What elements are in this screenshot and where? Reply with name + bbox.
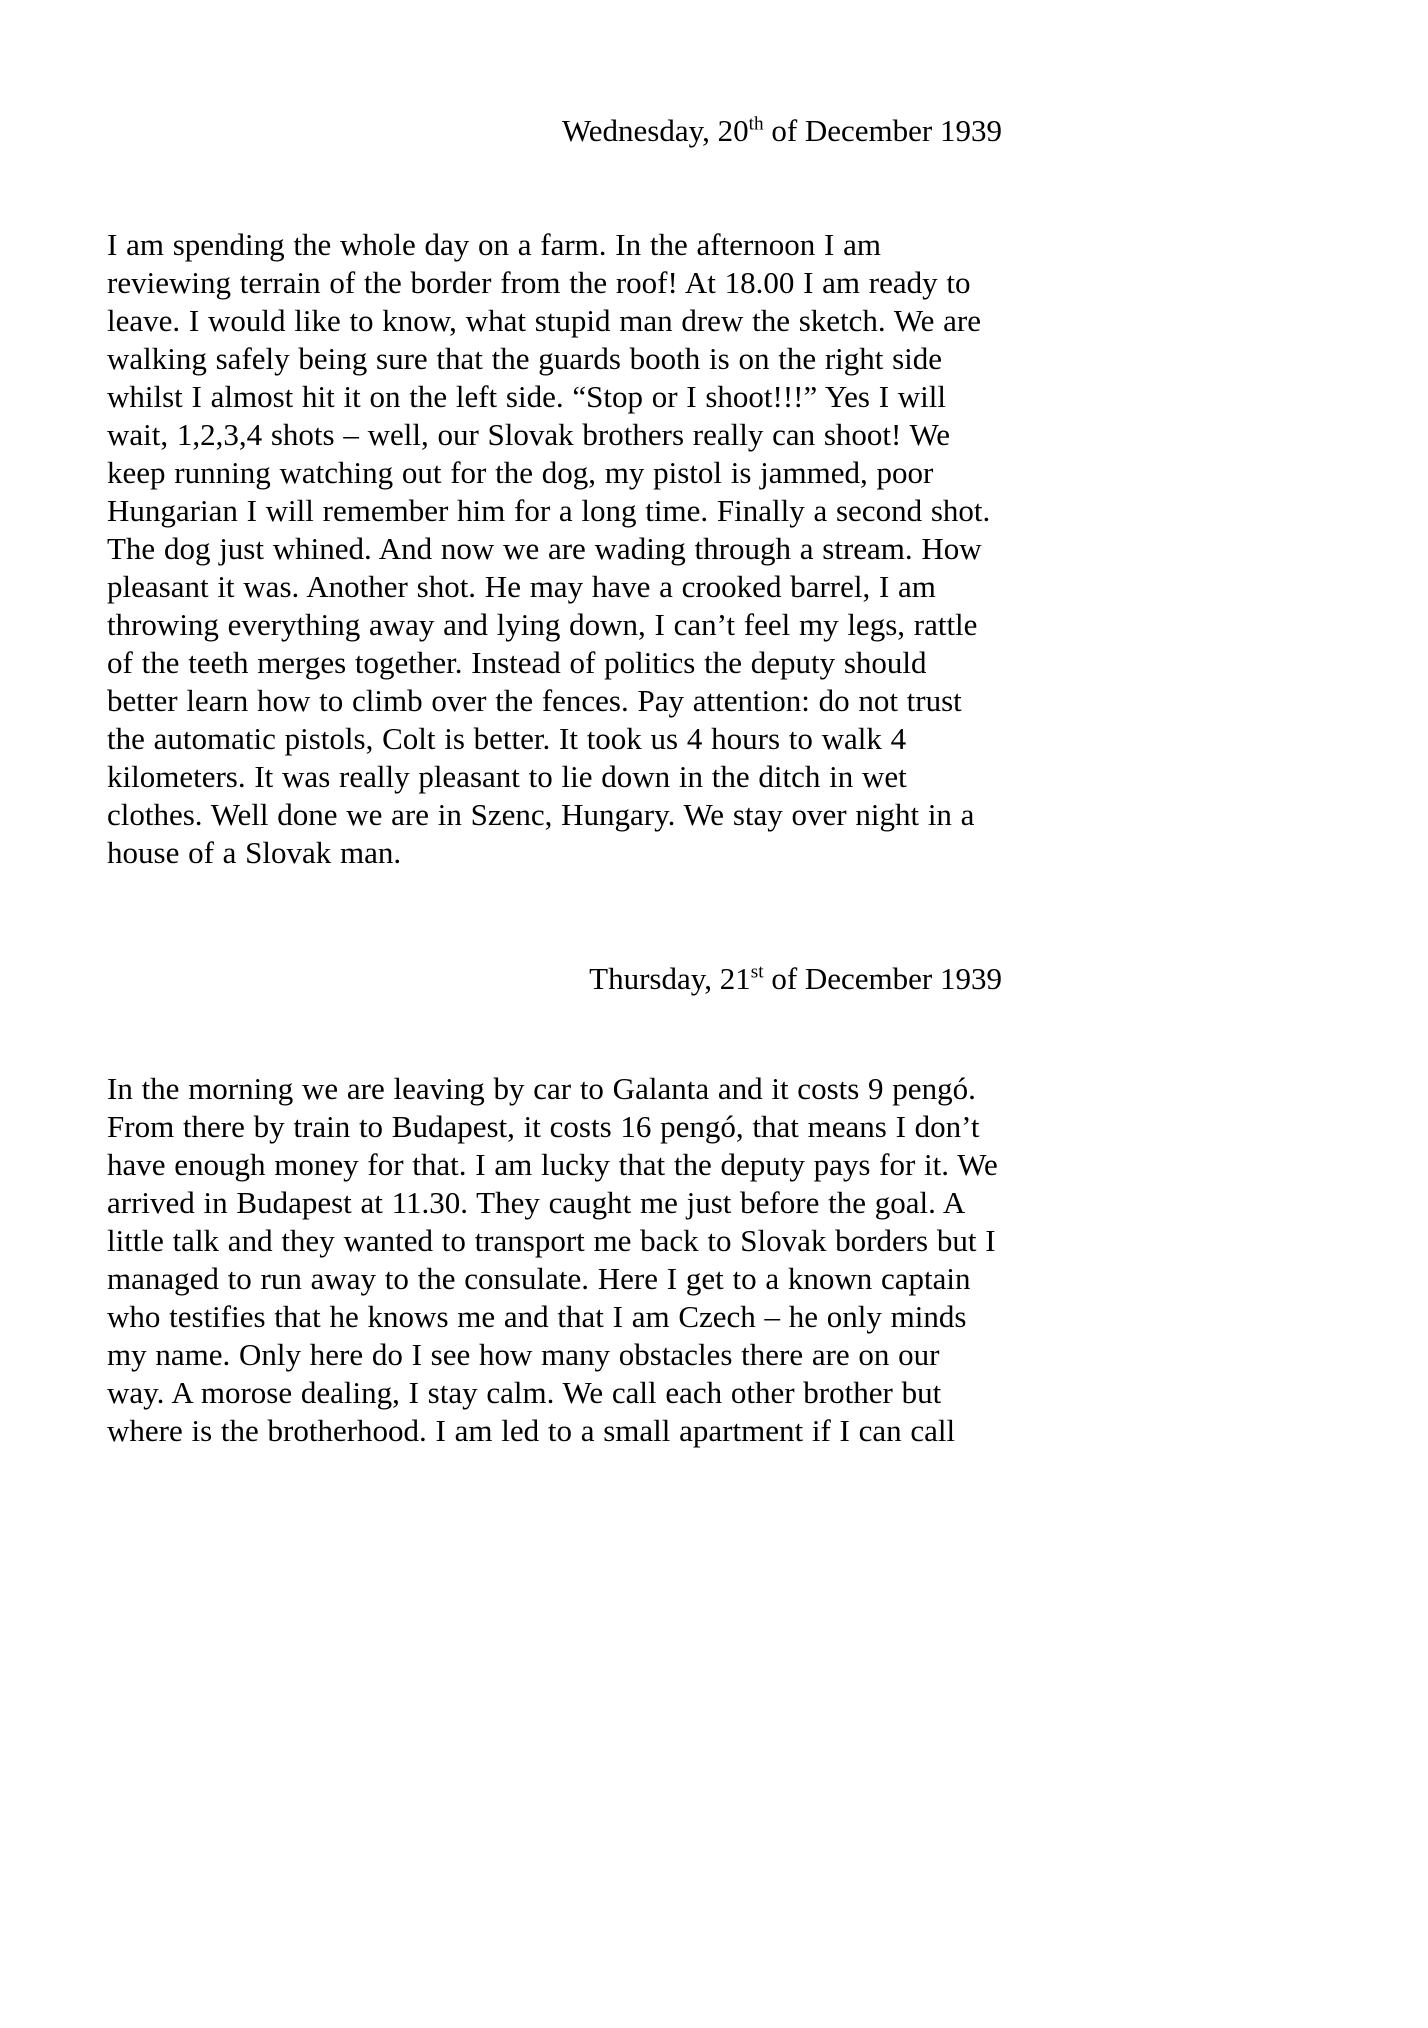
entry-date-prefix: Thursday, 21 — [589, 961, 751, 996]
entry-body-text: In the morning we are leaving by car to Galanta and it costs 9 pengó. From there by train to Budapest, it costs 16 pengó, that means I don’t have enough money for that. I am lucky that the deputy pays for it. We arrived in Budapest at 11.30. They caught me just before the goal. A little talk and they wanted to transport me back to Slovak borders but I managed to run away to the consulate. Here I get to a known captain who testifies that he knows me and that I am Czech – he only minds my name. Only here do I see how many obstacles there are on our way. A morose dealing, I stay calm. We call each other brother but where is the brotherhood. I am led to a small apartment if I can call — [107, 1071, 998, 1448]
diary-entry-thursday — [107, 960, 1002, 1450]
text-column — [107, 112, 1002, 1450]
entry-body-text: I am spending the whole day on a farm. In the afternoon I am reviewing terrain of the border from the roof! At 18.00 I am ready to leave. I would like to know, what stupid man drew the sketch. We are walking safely being sure that the guards booth is on the right side whilst I almost hit it on the left side. “Stop or I shoot!!!” Yes I will wait, 1,2,3,4 shots – well, our Slovak brothers really can shoot! We keep running watching out for the dog, my pistol is jammed, poor Hungarian I will remember him for a long time. Finally a second shot. The dog just whined. And now we are wading through a stream. How pleasant it was. Another shot. He may have a crooked barrel, I am throwing everything away and lying down, I can’t feel my legs, rattle of the teeth merges together. Instead of politics the deputy should better learn how to climb over the fences. Pay attention: do not trust the automatic pistols, Colt is better. It took us 4 hours to walk 4 kilometers. It was really pleasant to lie down in the ditch in wet clothes. Well done we are in Szenc, Hungary. We stay over night in a house of a Slovak man. — [107, 227, 991, 870]
entry-date-suffix: of December 1939 — [763, 961, 1002, 996]
entry-date-ordinal: th — [748, 113, 764, 135]
entry-date-suffix: of December 1939 — [763, 113, 1002, 148]
entry-date-ordinal: st — [750, 961, 764, 983]
entry-date-heading — [107, 112, 1002, 150]
entry-date-heading — [107, 960, 1002, 998]
diary-entry-wednesday — [107, 112, 1002, 872]
entry-date-prefix: Wednesday, 20 — [562, 113, 749, 148]
